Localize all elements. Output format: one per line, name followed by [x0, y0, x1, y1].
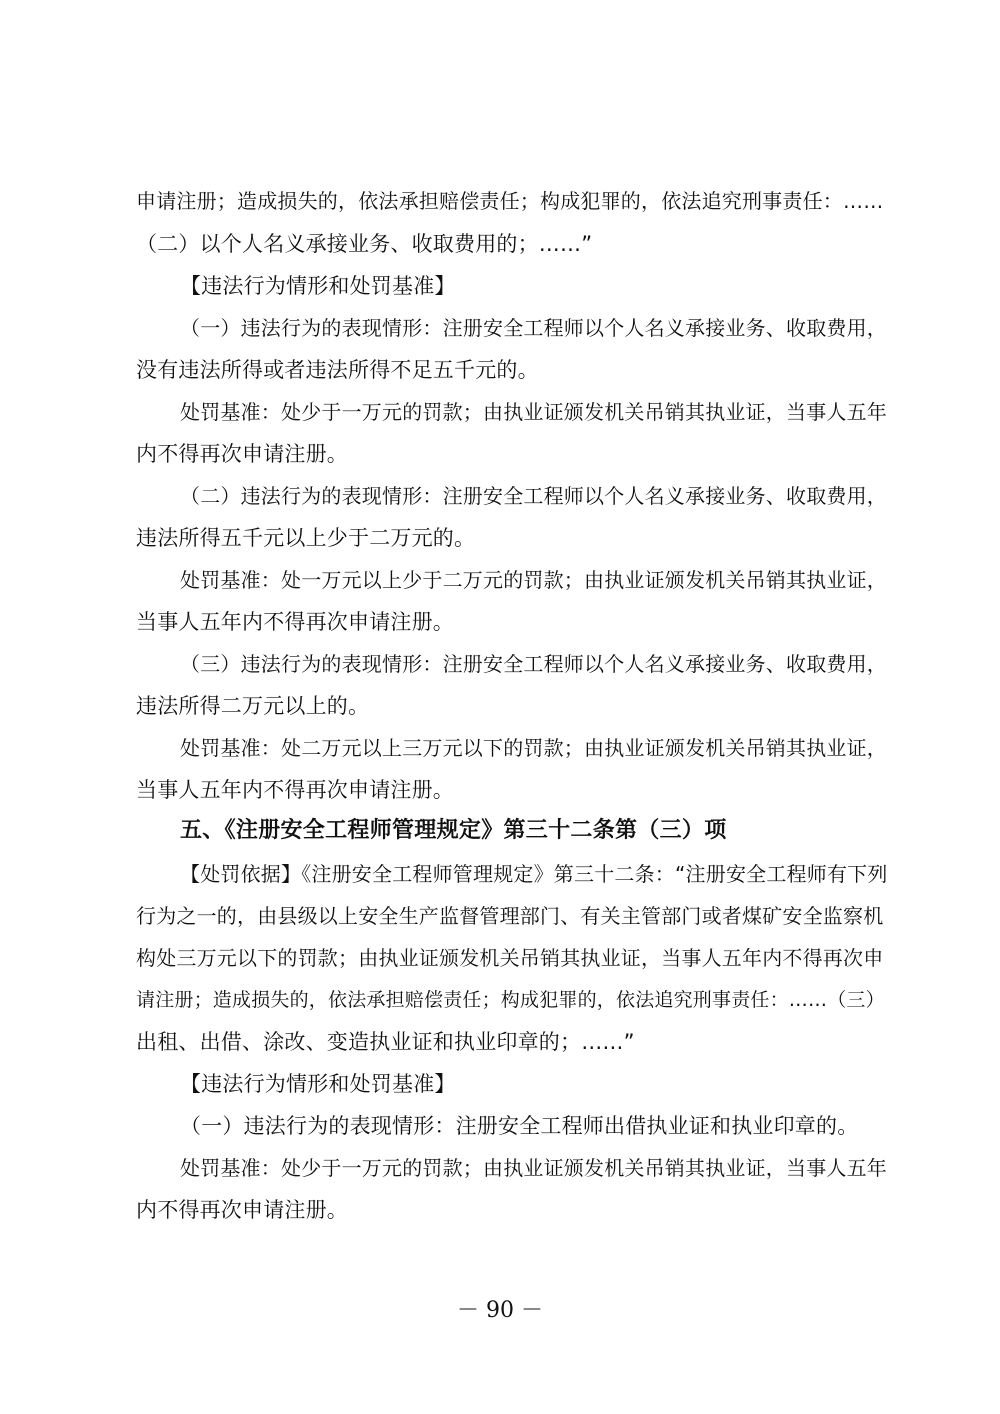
paragraph-line: 申请注册；造成损失的，依法承担赔偿责任；构成犯罪的，依法追究刑事责任：……: [136, 189, 884, 213]
paragraph-line: 没有违法所得或者违法所得不足五千元的。: [136, 358, 539, 382]
paragraph-line: 内不得再次申请注册。: [136, 1198, 348, 1222]
paragraph-line: （一）违法行为的表现情形：注册安全工程师以个人名义承接业务、收取费用，: [180, 316, 887, 340]
paragraph-line: （二）以个人名义承接业务、收取费用的；……”: [136, 232, 593, 256]
paragraph-line: 处罚基准：处一万元以上少于二万元的罚款；由执业证颁发机关吊销其执业证，: [180, 568, 887, 592]
paragraph-line: 违法所得五千元以上少于二万元的。: [136, 526, 476, 550]
paragraph-line: （一）违法行为的表现情形：注册安全工程师出借执业证和执业印章的。: [180, 1114, 859, 1138]
paragraph-line: 处罚基准：处少于一万元的罚款；由执业证颁发机关吊销其执业证，当事人五年: [180, 1156, 887, 1180]
paragraph-line: 行为之一的，由县级以上安全生产监督管理部门、有关主管部门或者煤矿安全监察机: [136, 904, 884, 928]
section-label: 【违法行为情形和处罚基准】: [180, 1072, 456, 1096]
section-label: 【违法行为情形和处罚基准】: [180, 274, 456, 298]
paragraph-line: 违法所得二万元以上的。: [136, 694, 370, 718]
paragraph-line: 【处罚依据】《注册安全工程师管理规定》第三十二条：“注册安全工程师有下列: [180, 862, 888, 886]
paragraph-line: 内不得再次申请注册。: [136, 442, 348, 466]
paragraph-line: 处罚基准：处少于一万元的罚款；由执业证颁发机关吊销其执业证，当事人五年: [180, 400, 887, 424]
paragraph-line: 当事人五年内不得再次申请注册。: [136, 610, 454, 634]
paragraph-line: 构处三万元以下的罚款；由执业证颁发机关吊销其执业证，当事人五年内不得再次申: [136, 946, 884, 970]
section-heading: 五、《注册安全工程师管理规定》第三十二条第（三）项: [180, 817, 727, 843]
paragraph-line: （三）违法行为的表现情形：注册安全工程师以个人名义承接业务、收取费用，: [180, 652, 887, 676]
paragraph-line: 处罚基准：处二万元以上三万元以下的罚款；由执业证颁发机关吊销其执业证，: [180, 736, 887, 760]
paragraph-line: （二）违法行为的表现情形：注册安全工程师以个人名义承接业务、收取费用，: [180, 484, 887, 508]
paragraph-line: 请注册；造成损失的，依法承担赔偿责任；构成犯罪的，依法追究刑事责任：……（三）: [136, 989, 885, 1011]
paragraph-line: 出租、出借、涂改、变造执业证和执业印章的；……”: [136, 1030, 635, 1054]
paragraph-line: 当事人五年内不得再次申请注册。: [136, 778, 454, 802]
page-number: － 90 －: [457, 1298, 543, 1323]
